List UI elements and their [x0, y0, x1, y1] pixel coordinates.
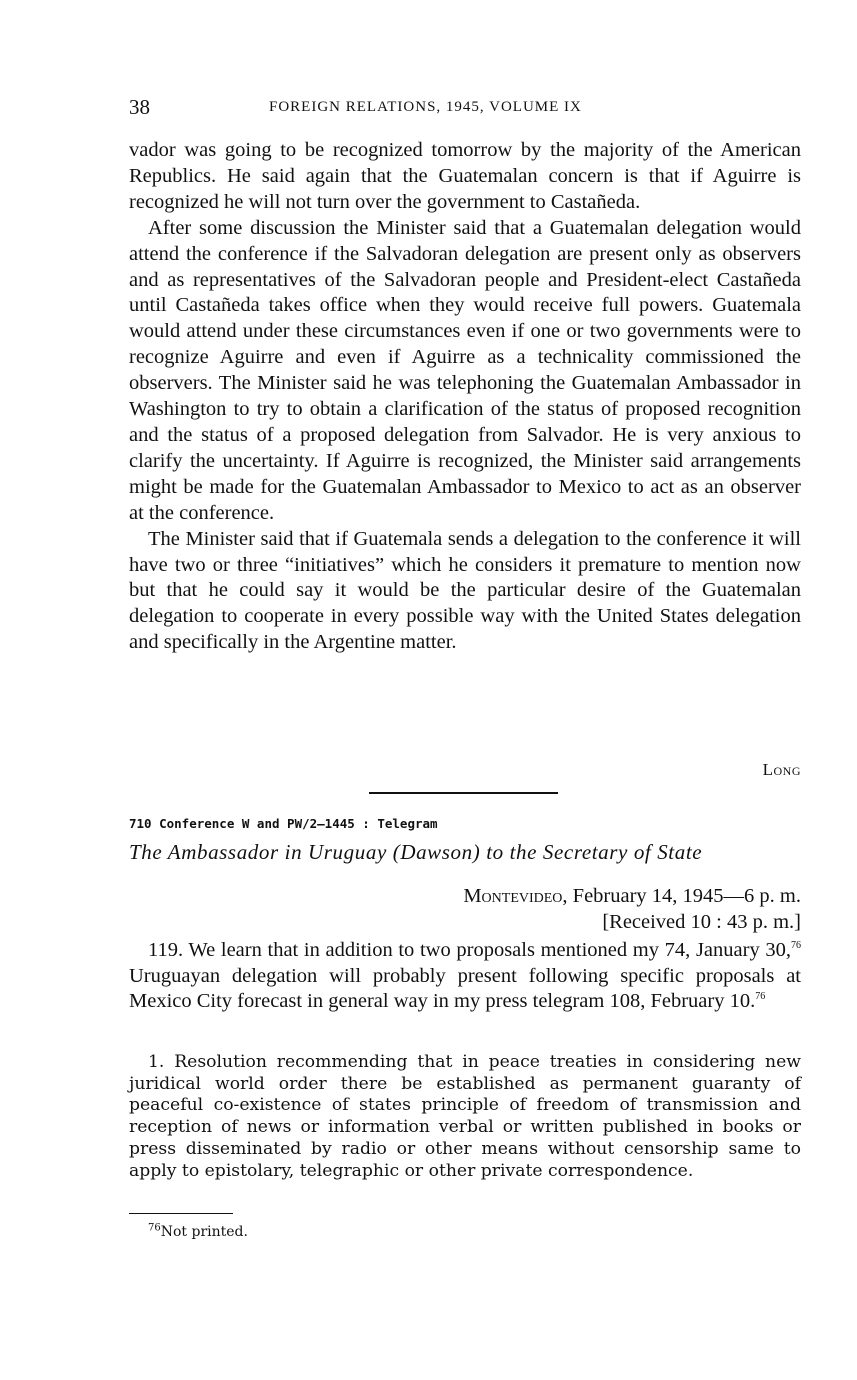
page-header — [129, 95, 801, 121]
body-text — [129, 138, 801, 656]
footnote — [148, 1224, 248, 1240]
paragraph: vador was going to be recognized tomorrow by the majority of the American Republics. He said again that the Guatemalan concern is that if Aguirre is recognized he will not turn over the government to Castañeda. — [129, 139, 801, 213]
dateline-line — [463, 884, 801, 910]
dateline-place: Montevideo — [463, 885, 563, 907]
telegram-body — [129, 938, 801, 1015]
footnote-ref: 76 — [755, 991, 766, 1003]
proposal-item-1: 1. Resolution recommending that in peace treaties in considering new juridical world order there be established as permanent guaranty of peaceful co-existence of states principle of freedom of transmission and reception of news or information verbal or written published in books or press disseminated by radio or other means without censorship same to apply to epistolary, telegraphic or other private correspondence. — [129, 1052, 801, 1181]
paragraph-119-part: Uruguayan delegation will probably present following specific proposals at Mexico City forecast in general way in my press telegram 108, February 10. — [129, 964, 801, 1013]
paragraph-119-part: 119. We learn that in addition to two proposals mentioned my 74, January 30, — [148, 939, 791, 961]
paragraph: The Minister said that if Guatemala sends a delegation to the conference it will have two or three “initiatives” which he considers it premature to mention now but that he could say it would be the particular desire of the Guatemalan delegation to cooperate in every possible way with the United States delegation and specifically in the Argentine matter. — [129, 527, 801, 654]
section-divider — [369, 792, 558, 794]
footnote-ref: 76 — [791, 940, 801, 952]
paragraph-119 — [129, 938, 801, 1015]
footnote-text: Not printed. — [160, 1224, 248, 1240]
dateline-date: , February 14, 1945—6 p. m. — [562, 885, 801, 907]
received-line: [Received 10 : 43 p. m.] — [602, 910, 801, 933]
page-number: 38 — [129, 95, 150, 119]
footnote-divider — [129, 1213, 233, 1214]
running-title: FOREIGN RELATIONS, 1945, VOLUME IX — [269, 99, 582, 115]
footnote-marker: 76 — [148, 1222, 161, 1234]
dateline — [463, 884, 801, 935]
paragraph: After some discussion the Minister said that a Guatemalan delegation would attend the conference if the Salvadoran delegation are present only as observers and as representatives of the Salvadoran people and President-elect Castañeda until Castañeda takes office when they would receive full powers. Guatemala would attend under these circumstances even if one or two governments were to recognize Aguirre and even if Aguirre as a technicality commissioned the observers. The Minister said he was telephoning the Guatemalan Ambassador in Washington to try to obtain a clarification of the status of proposed recognition and the status of a proposed delegation from Salvador. He is very anxious to clarify the uncertainty. If Aguirre is recognized, the Minister said arrangements might be made for the Guatemalan Ambassador to Mexico to act as an observer at the conference. — [129, 216, 801, 524]
document-title: The Ambassador in Uruguay (Dawson) to the Secretary of State — [129, 840, 703, 864]
signature: Long — [762, 760, 801, 779]
file-reference: 710 Conference W and PW/2–1445 : Telegram — [129, 816, 438, 831]
